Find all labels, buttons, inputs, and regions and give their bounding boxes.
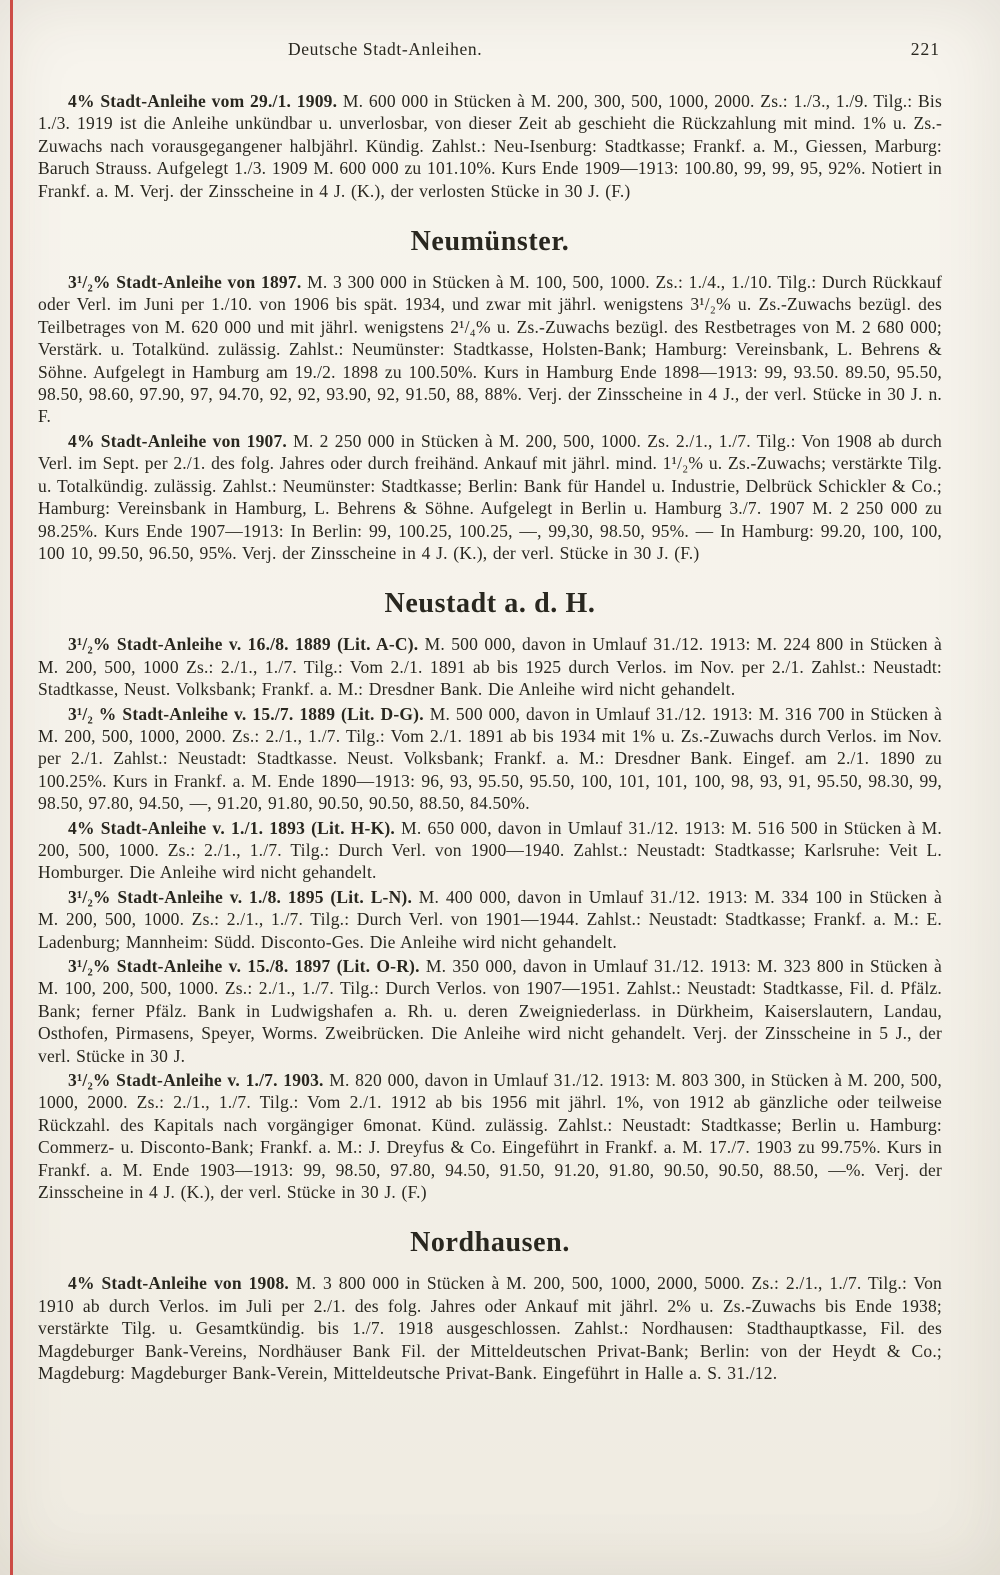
bond-entry bbox=[38, 430, 942, 564]
bond-entry-lead: 4% Stadt-Anleihe von 1908. bbox=[68, 1273, 289, 1294]
bond-entry bbox=[38, 886, 942, 953]
bond-entry-body: M. 3 300 000 in Stücken à M. 100, 500, 1000. Zs.: 1./4., 1./10. Tilg.: Durch Rückkauf oder Verl. im Juni per 1./10. von 1906 bis spät. 1934, und zwar mit jährl. wenigstens 3¹/₂% u. Zs.-Zuwachs bezügl. des Teilbetrages von M. 620 000 und mit jährl. wenigstens 2¹/₄% u. Zs.-Zuwachs bezügl. des Restbetrages von M. 2 680 000; Verstärk. u. Totalkünd. zulässig. Zahlst.: Neumünster: Stadtkasse, Holsten-Bank; Hamburg: Vereinsbank, L. Behrens & Söhne. Aufgelegt in Hamburg am 19./2. 1898 zu 100.50%. Kurs in Hamburg Ende 1898—1913: 99, 93.50. 89.50, 95.50, 98.50, 98.60, 97.90, 97, 94.70, 92, 92, 93.90, 92, 91.50, 88, 88%. Verj. der Zinsscheine in 4 J., der verl. Stücke in 30 J. n. F. bbox=[38, 272, 943, 427]
bond-entry-body: M. 2 250 000 in Stücken à M. 200, 500, 1000. Zs. 2./1., 1./7. Tilg.: Von 1908 ab durch Verl. im Sept. per 2./1. des folg. Jahres oder durch freihänd. Ankauf mit jährl. mind. 1¹/₂% u. Zs.-Zuwachs; verstärkte Tilg. u. Totalkündig. zulässig. Zahlst.: Neumünster: Stadtkasse; Berlin: Bank für Handel u. Industrie, Delbrück Schickler & Co.; Hamburg: Vereinsbank in Hamburg, L. Behrens & Söhne. Aufgelegt in Berlin u. Hamburg 3./7. 1907 M. 2 250 000 zu 98.25%. Kurs Ende 1907—1913: In Berlin: 99, 100.25, 100.25, —, 99,30, 98.50, 95%. — In Hamburg: 99.20, 100, 100, 100 10, 99.50, 96.50, 95%. Verj. der Zinsscheine in 4 J. (K.), der verl. Stücke in 30 J. (F.) bbox=[38, 430, 943, 563]
bond-entry bbox=[38, 90, 942, 202]
bond-entry bbox=[38, 1069, 942, 1203]
bond-entry-lead: 4% Stadt-Anleihe vom 29./1. 1909. bbox=[68, 91, 338, 111]
bond-entry-lead: 3¹/₂% Stadt-Anleihe v. 16./8. 1889 (Lit. A-C). bbox=[68, 634, 419, 655]
bond-entry-body: M. 650 000, davon in Umlauf 31./12. 1913: M. 516 500 in Stücken à M. 200, 500, 1000. Zs.: 2./1., 1./7. Tilg.: Durch Verl. von 1900—1940. Zahlst.: Neustadt: Stadtkasse; Karlsruhe: Veit L. Homburger. Die Anleihe wird nicht gehandelt. bbox=[38, 817, 942, 883]
page-header-title: Deutsche Stadt-Anleihen. bbox=[288, 39, 483, 59]
bond-entry bbox=[38, 703, 942, 815]
bond-entry-lead: 4% Stadt-Anleihe von 1907. bbox=[68, 430, 287, 451]
section-heading-neustadt: Neustadt a. d. H. bbox=[384, 588, 596, 620]
bond-entry bbox=[38, 1272, 942, 1384]
bond-entry bbox=[38, 817, 942, 884]
bond-entry-lead: 3¹/₂ % Stadt-Anleihe v. 15./7. 1889 (Lit. D-G). bbox=[68, 703, 424, 724]
page-number: 221 bbox=[910, 39, 940, 59]
bond-entry-body: M. 500 000, davon in Umlauf 31./12. 1913: M. 316 700 in Stücken à M. 200, 500, 1000, 2000. Zs.: 2./1., 1./7. Tilg.: Vom 2./1. 1891 ab bis 1934 mit 1% u. Zs.-Zuwachs durch Verlos. im Nov. per 2./1. Zahlst.: Neustadt: Stadtkasse. Neust. Volksbank; Frankf. a. M.: Dresdner Bank. Eingef. am 2./1. 1890 zu 100.25%. Kurs in Frankf. a. M. Ende 1890—1913: 96, 93, 95.50, 95.50, 100, 101, 101, 100, 98, 93, 91, 95.50, 98.30, 99, 98.50, 97.80, 94.50, —, 91.20, 91.80, 90.50, 90.50, 88.50, 84.50%. bbox=[38, 703, 942, 814]
bond-entry-body: M. 820 000, davon in Umlauf 31./12. 1913: M. 803 300, in Stücken à M. 200, 500, 1000, 2000. Zs.: 2./1., 1./7. Tilg.: Vom 2./1. 1912 ab bis 1956 mit jährl. 1%, von 1912 ab gänzliche oder teilweise Rückzahl. des Kapitals nach vorgängiger 6monat. Künd. zulässig. Zahlst.: Neustadt: Stadtkasse; Berlin u. Hamburg: Commerz- u. Disconto-Bank; Frankf. a. M.: J. Dreyfus & Co. Eingeführt in Frankf. a. M. 17./7. 1903 zu 99.75%. Kurs in Frankf. a. M. Ende 1903—1913: 99, 98.50, 97.80, 94.50, 91.50, 91.20, 91.80, 90.50, 90.50, 88.50, —%. Verj. der Zinsscheine in 4 J. (K.), der verl. Stücke in 30 J. (F.) bbox=[38, 1070, 942, 1203]
bond-entry bbox=[38, 271, 942, 428]
bond-entry bbox=[38, 633, 942, 700]
section-heading-nordhausen: Nordhausen. bbox=[410, 1227, 570, 1259]
page-content bbox=[38, 90, 942, 1385]
bond-entry-body: M. 600 000 in Stücken à M. 200, 300, 500, 1000, 2000. Zs.: 1./3., 1./9. Tilg.: Bis 1./3. 1919 ist die Anleihe unkündbar u. unverlosbar, von dieser Zeit ab geschieht die Rückzahlung mit mind. 1% u. Zs.-Zuwachs nach vorausgegangener halbjährl. Kündig. Zahlst.: Neu-Isenburg: Stadtkasse; Frankf. a. M., Giessen, Marburg: Baruch Strauss. Aufgelegt 1./3. 1909 M. 600 000 zu 101.10%. Kurs Ende 1909—1913: 100.80, 99, 99, 95, 92%. Notiert in Frankf. a. M. Verj. der Zinsscheine in 4 J. (K.), der verlosten Stücke in 30 J. (F.) bbox=[38, 91, 943, 201]
bond-entry-lead: 3¹/₂% Stadt-Anleihe v. 1./7. 1903. bbox=[68, 1070, 324, 1091]
red-margin-line bbox=[10, 0, 13, 1575]
bond-entry-body: M. 350 000, davon in Umlauf 31./12. 1913: M. 323 800 in Stücken à M. 100, 200, 500, 1000. Zs.: 2./1., 1./7. Tilg.: Durch Verlos. von 1907—1951. Zahlst.: Neustadt: Stadtkasse, Fil. d. Pfälz. Bank; ferner Pfälz. Bank in Ludwigshafen a. Rh. u. deren Zweigniederlass. in Dürkheim, Kaiserslautern, Landau, Osthofen, Pirmasens, Speyer, Worms. Zweibrücken. Die Anleihe wird nicht gehandelt. Verj. der Zinsscheine in 5 J., der verl. Stücke in 30 J. bbox=[38, 956, 942, 1066]
bond-entry-lead: 3¹/₂% Stadt-Anleihe von 1897. bbox=[68, 272, 302, 293]
bond-entry-body: M. 400 000, davon in Umlauf 31./12. 1913: M. 334 100 in Stücken à M. 200, 500, 1000. Zs.: 2./1., 1./7. Tilg.: Durch Verl. von 1901—1944. Zahlst.: Neustadt: Stadtkasse; Frankf. a. M.: E. Ladenburg; Mannheim: Südd. Disconto-Ges. Die Anleihe wird nicht gehandelt. bbox=[38, 886, 942, 952]
bond-entry-lead: 3¹/₂% Stadt-Anleihe v. 1./8. 1895 (Lit. L-N). bbox=[68, 886, 413, 907]
section-heading-neumuenster: Neumünster. bbox=[410, 226, 570, 258]
bond-entry-lead: 4% Stadt-Anleihe v. 1./1. 1893 (Lit. H-K). bbox=[68, 817, 395, 838]
running-header bbox=[38, 38, 942, 64]
bond-entry bbox=[38, 955, 942, 1067]
bond-entry-lead: 3¹/₂% Stadt-Anleihe v. 15./8. 1897 (Lit. O-R). bbox=[68, 956, 420, 976]
bond-entry-body: M. 500 000, davon in Umlauf 31./12. 1913: M. 224 800 in Stücken à M. 200, 500, 1000 Zs.: 2./1., 1./7. Tilg.: Vom 2./1. 1891 ab bis 1925 durch Verlos. im Nov. per 2./1. Zahlst.: Neustadt: Stadtkasse, Neust. Volksbank; Frankf. a. M.: Dresdner Bank. Die Anleihe wird nicht gehandelt. bbox=[38, 634, 942, 700]
bond-entry-body: M. 3 800 000 in Stücken à M. 200, 500, 1000, 2000, 5000. Zs.: 2./1., 1./7. Tilg.: Von 1910 ab durch Verlos. im Juli per 2./1. des folg. Jahres oder Ankauf mit jährl. 2% u. Zs.-Zuwachs bis Ende 1938; verstärkte Tilg. u. Gesamtkündig. bis 1./7. 1918 ausgeschlossen. Zahlst.: Nordhausen: Stadthauptkasse, Fil. des Magdeburger Bank-Vereins, Nordhäuser Bank Fil. der Mitteldeutschen Privat-Bank; Berlin: von der Heydt & Co.; Magdeburg: Magdeburger Bank-Verein, Mitteldeutsche Privat-Bank. Eingeführt in Halle a. S. 31./12. bbox=[38, 1273, 942, 1384]
